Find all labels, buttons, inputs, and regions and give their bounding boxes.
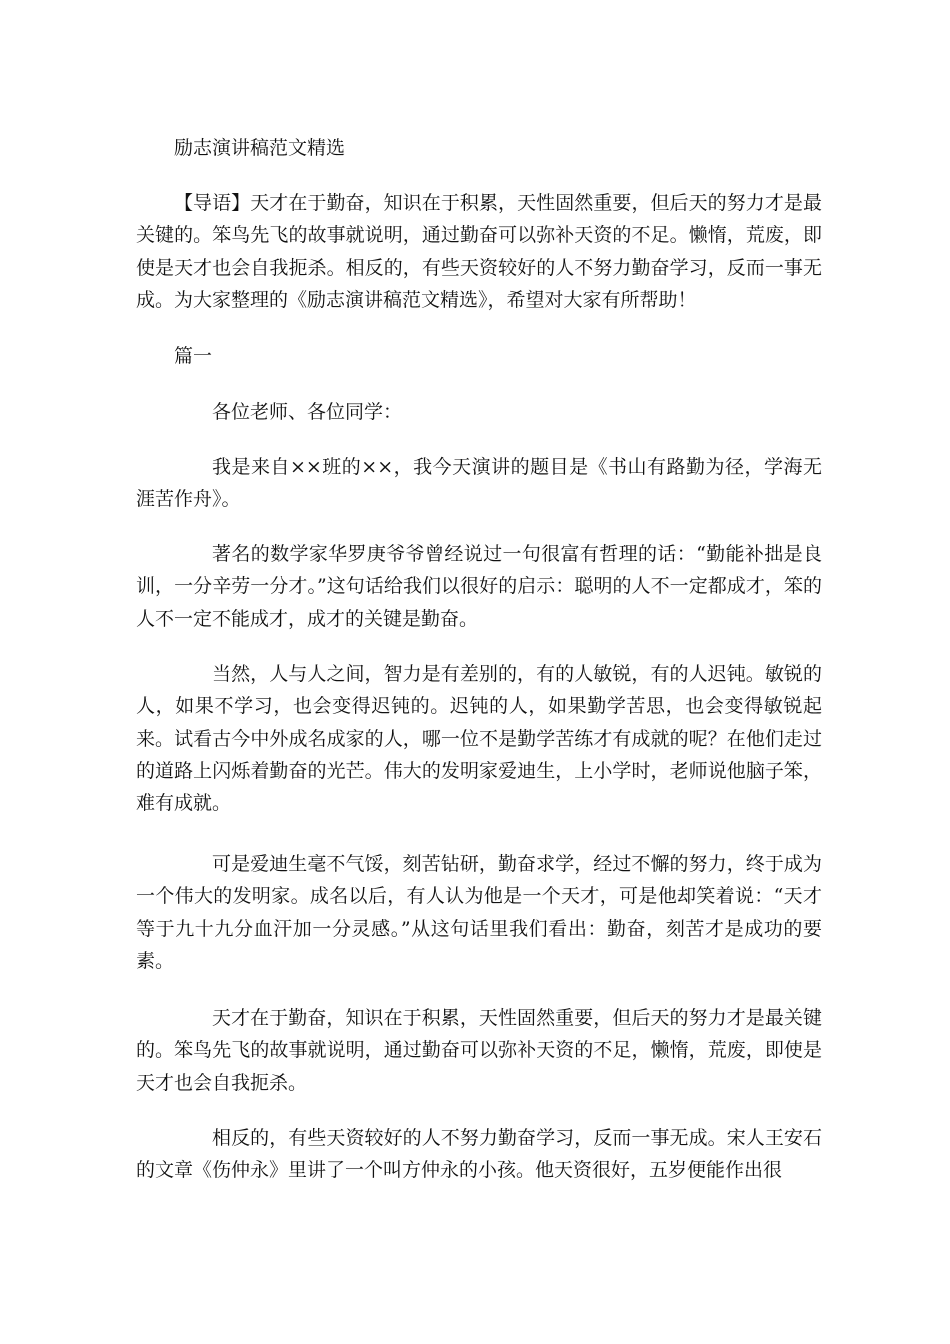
document-title: 励志演讲稿范文精选 [174,137,346,159]
paragraph-diligence: 天才在于勤奋，知识在于积累，天性固然重要，但后天的努力才是最关键的。笨鸟先飞的故事就说明，通过勤奋可以弥补天资的不足，懒惰，荒废，即使是天才也会自我扼杀。 [136,1007,822,1094]
intro-paragraph: 【导语】天才在于勤奋，知识在于积累，天性固然重要，但后天的努力才是最关键的。笨鸟先飞的故事就说明，通过勤奋可以弥补天资的不足。懒惰，荒废，即使是天才也会自我扼杀。相反的，有些天资较好的人不努力勤奋学习，反而一事无成。为大家整理的《励志演讲稿范文精选》，希望对大家有所帮助！ [136,192,822,311]
paragraph-hualuogeng: 著名的数学家华罗庚爷爷曾经说过一句很富有哲理的话：“勤能补拙是良训，一分辛劳一分才。”这句话给我们以很好的启示：聪明的人不一定都成才，笨的人不一定不能成才，成才的关键是勤奋。 [136,543,822,630]
paragraph-intelligence: 当然，人与人之间，智力是有差别的，有的人敏锐，有的人迟钝。敏锐的人，如果不学习，也会变得迟钝的。迟钝的人，如果勤学苦思，也会变得敏锐起来。试看古今中外成名成家的人，哪一位不是勤学苦练才有成就的呢？在他们走过的道路上闪烁着勤奋的光芒。伟大的发明家爱迪生，上小学时，老师说他脑子笨，难有成就。 [136,663,822,815]
paragraph-salutation: 各位老师、各位同学： [212,401,403,423]
section-heading: 篇一 [174,345,213,367]
paragraph-introduction: 我是来自××班的××，我今天演讲的题目是《书山有路勤为径，学海无涯苦作舟》。 [136,456,822,511]
paragraph-edison: 可是爱迪生毫不气馁，刻苦钻研，勤奋求学，经过不懈的努力，终于成为一个伟大的发明家。成名以后，有人认为他是一个天才，可是他却笑着说：“天才等于九十九分血汗加一分灵感。”从这句话里我们看出：勤奋，刻苦才是成功的要素。 [136,853,822,972]
paragraph-zhongyong: 相反的，有些天资较好的人不努力勤奋学习，反而一事无成。宋人王安石的文章《伤仲永》里讲了一个叫方仲永的小孩。他天资很好，五岁便能作出很 [136,1127,822,1182]
